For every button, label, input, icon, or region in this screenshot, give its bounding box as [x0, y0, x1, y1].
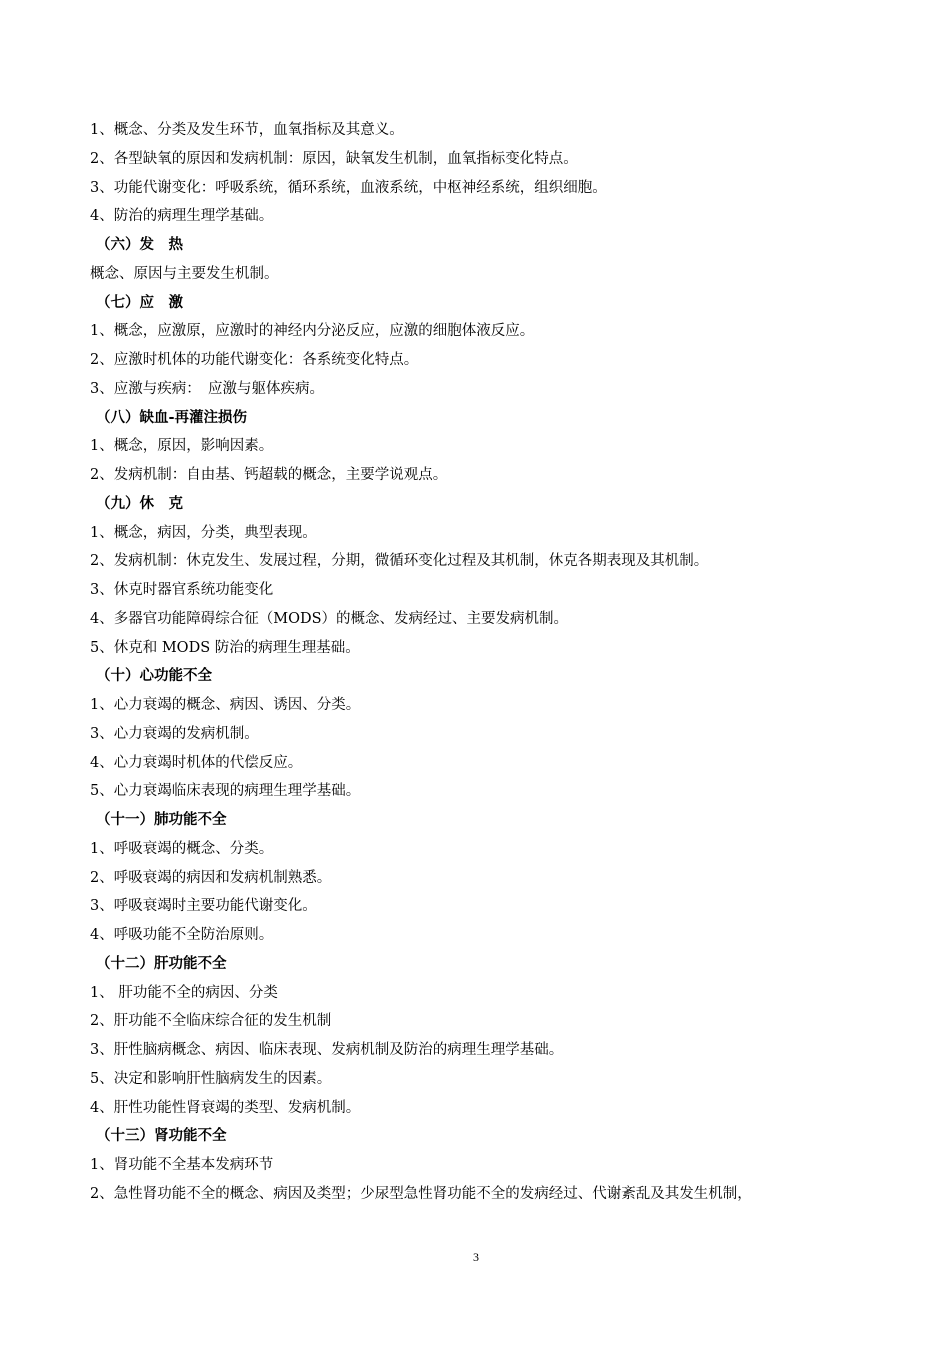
list-item: 1、概念，病因，分类，典型表现。: [90, 524, 317, 541]
section-heading-shock: （九）休 克: [96, 495, 183, 512]
list-item: 4、多器官功能障碍综合征（MODS）的概念、发病经过、主要发病机制。: [90, 610, 569, 627]
section-heading-kidney-failure: （十三）肾功能不全: [96, 1128, 227, 1145]
list-item: 3、呼吸衰竭时主要功能代谢变化。: [90, 898, 317, 915]
section-heading-liver-failure: （十二）肝功能不全: [96, 955, 227, 972]
list-item: 2、肝功能不全临床综合征的发生机制: [90, 1013, 332, 1030]
list-item: 5、休克和 MODS 防治的病理生理基础。: [90, 639, 360, 656]
list-item: 2、急性肾功能不全的概念、病因及类型；少尿型急性肾功能不全的发病经过、代谢紊乱及其发生机制，: [90, 1185, 752, 1202]
list-item: 4、心力衰竭时机体的代偿反应。: [90, 754, 303, 771]
section-heading-fever: （六）发 热: [96, 237, 183, 253]
list-item: 3、心力衰竭的发病机制。: [90, 725, 259, 742]
page-content: [90, 116, 880, 1209]
page-number: 3: [473, 1250, 479, 1264]
section-heading-heart-failure: （十）心功能不全: [96, 668, 212, 685]
list-item: 1、肾功能不全基本发病环节: [90, 1157, 274, 1173]
list-item: 5、心力衰竭临床表现的病理生理学基础。: [90, 783, 361, 800]
list-item: 2、发病机制：自由基、钙超载的概念，主要学说观点。: [90, 467, 448, 483]
list-item: 4、肝性功能性肾衰竭的类型、发病机制。: [90, 1099, 361, 1116]
list-item: 2、发病机制：休克发生、发展过程，分期，微循环变化过程及其机制，休克各期表现及其机制。: [90, 553, 709, 570]
list-item: 2、呼吸衰竭的病因和发病机制熟悉。: [90, 869, 332, 886]
list-item: 5、决定和影响肝性脑病发生的因素。: [90, 1070, 332, 1087]
list-item: 1、 肝功能不全的病因、分类: [90, 984, 278, 1001]
list-item: 3、休克时器官系统功能变化: [90, 582, 274, 598]
section-heading-ischemia-reperfusion: （八）缺血-再灌注损伤: [96, 409, 248, 426]
list-item: 3、应激与疾病： 应激与躯体疾病。: [90, 380, 324, 397]
list-item: 2、各型缺氧的原因和发病机制：原因，缺氧发生机制，血氧指标变化特点。: [90, 150, 578, 167]
list-item: 3、肝性脑病概念、病因、临床表现、发病机制及防治的病理生理学基础。: [90, 1042, 564, 1058]
section-heading-lung-failure: （十一）肺功能不全: [96, 812, 227, 828]
list-item: 1、概念、分类及发生环节，血氧指标及其意义。: [90, 122, 404, 138]
list-item: 2、应激时机体的功能代谢变化：各系统变化特点。: [90, 352, 419, 368]
list-item: 1、心力衰竭的概念、病因、诱因、分类。: [90, 697, 361, 713]
list-item: 4、呼吸功能不全防治原则。: [90, 927, 274, 943]
list-item: 1、概念，原因，影响因素。: [90, 438, 274, 455]
list-item: 1、呼吸衰竭的概念、分类。: [90, 840, 274, 857]
list-item: 4、防治的病理生理学基础。: [90, 208, 274, 225]
list-item: 概念、原因与主要发生机制。: [90, 265, 279, 282]
list-item: 3、功能代谢变化：呼吸系统，循环系统，血液系统，中枢神经系统，组织细胞。: [90, 179, 607, 196]
list-item: 1、概念，应激原，应激时的神经内分泌反应，应激的细胞体液反应。: [90, 323, 535, 340]
section-heading-stress: （七）应 激: [96, 294, 183, 311]
